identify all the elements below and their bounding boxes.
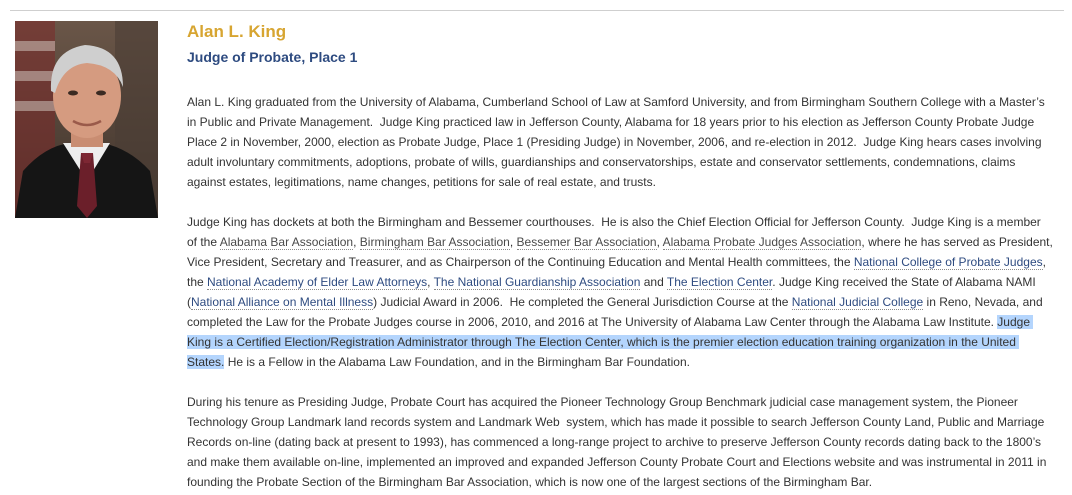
text-segment: in Reno, Nevada, and completed the Law for the Probate Judges course in 2006, 2010, and 2016 at The University of Alabama Law Center through the Alabama Law Institute. [187, 295, 1046, 329]
portrait-illustration [15, 21, 158, 218]
bio-paragraph-tenure: During his tenure as Presiding Judge, Probate Court has acquired the Pioneer Technology Group Benchmark judicial case management system, the Pioneer Technology Group Landmark land records system and Landmark Web system, which has made it possible to search Jefferson County Land, Public and Marriage Records on-line (dating back at present to 1993), has commenced a long-range project to archive to preserve Jefferson County records dating back to the 1800’s and make them available on-line, implemented an improved and expanded Jefferson County Probate Court and Elections website and was instrumental in 2011 in founding the Probate Section of the Birmingham Bar Association, which is now one of the largest sections of the Birmingham Bar. [187, 395, 1050, 489]
link-bessemer-bar-association[interactable]: Bessemer Bar Association [516, 235, 657, 249]
link-alabama-bar-association[interactable]: Alabama Bar Association [219, 235, 354, 249]
text-segment: and [640, 275, 667, 289]
judge-title: Judge of Probate, Place 1 [187, 49, 358, 65]
bio-content [187, 21, 1057, 492]
text-segment: ) Judicial Award in 2006. He completed the General Jurisdiction Course at the [373, 295, 792, 309]
text-segment: He is a Fellow in the Alabama Law Foundation, and in the Birmingham Bar Foundation. [224, 355, 690, 369]
bio-paragraph-education: Alan L. King graduated from the University of Alabama, Cumberland School of Law at Samford University, and from Birmingham Southern College with a Master’s in Public and Private Management. Judge King practiced law in Jefferson County, Alabama for 18 years prior to his election as Jefferson County Probate Judge Place 2 in November, 2000, election as Probate Judge, Place 1 (Presiding Judge) in November, 2006, and re-election in 2012. Judge King hears cases involving adult involuntary commitments, adoptions, probate of wills, guardianships and conservatorships, estate and conservator settlements, condemnations, claims against estates, legitimations, name changes, petitions for sale of real estate, and trusts. [187, 95, 1049, 189]
judge-name: Alan L. King [187, 22, 287, 41]
text-segment: , [427, 275, 434, 289]
link-national-college-of-probate-judges[interactable]: National College of Probate Judges [853, 255, 1043, 269]
link-election-center[interactable]: The Election Center [666, 275, 773, 289]
judge-portrait-image [15, 21, 158, 218]
link-birmingham-bar-association[interactable]: Birmingham Bar Association [359, 235, 510, 249]
text-segment: , the [187, 255, 1050, 289]
bio-paragraph-memberships [187, 212, 1057, 372]
link-alabama-probate-judges-association[interactable]: Alabama Probate Judges Association [662, 235, 862, 249]
text-segment: , where he has served as President, Vice President, Secretary and Treasurer, and as Chairperson of the Continuing Education and Mental Health committees, the [187, 235, 1057, 269]
text-segment: Judge King has dockets at both the Birmingham and Bessemer courthouses. He is also the Chief Election Official for Jefferson County. Judge King is a member of the [187, 215, 1045, 249]
link-national-guardianship-association[interactable]: The National Guardianship Association [433, 275, 641, 289]
link-national-judicial-college[interactable]: National Judicial College [791, 295, 924, 309]
text-segment: , [656, 235, 663, 249]
top-divider [10, 10, 1064, 11]
selected-text-highlight: Judge King is a Certified Election/Registration Administrator through The Election Center, which is the premier election education training organization in the United States. [187, 315, 1034, 369]
text-segment: . Judge King received the State of Alabama NAMI ( [187, 275, 1040, 309]
text-segment: , [353, 235, 360, 249]
link-national-academy-elder-law[interactable]: National Academy of Elder Law Attorneys [207, 275, 428, 289]
link-nami[interactable]: National Alliance on Mental Illness [191, 295, 374, 309]
text-segment: , [509, 235, 517, 249]
